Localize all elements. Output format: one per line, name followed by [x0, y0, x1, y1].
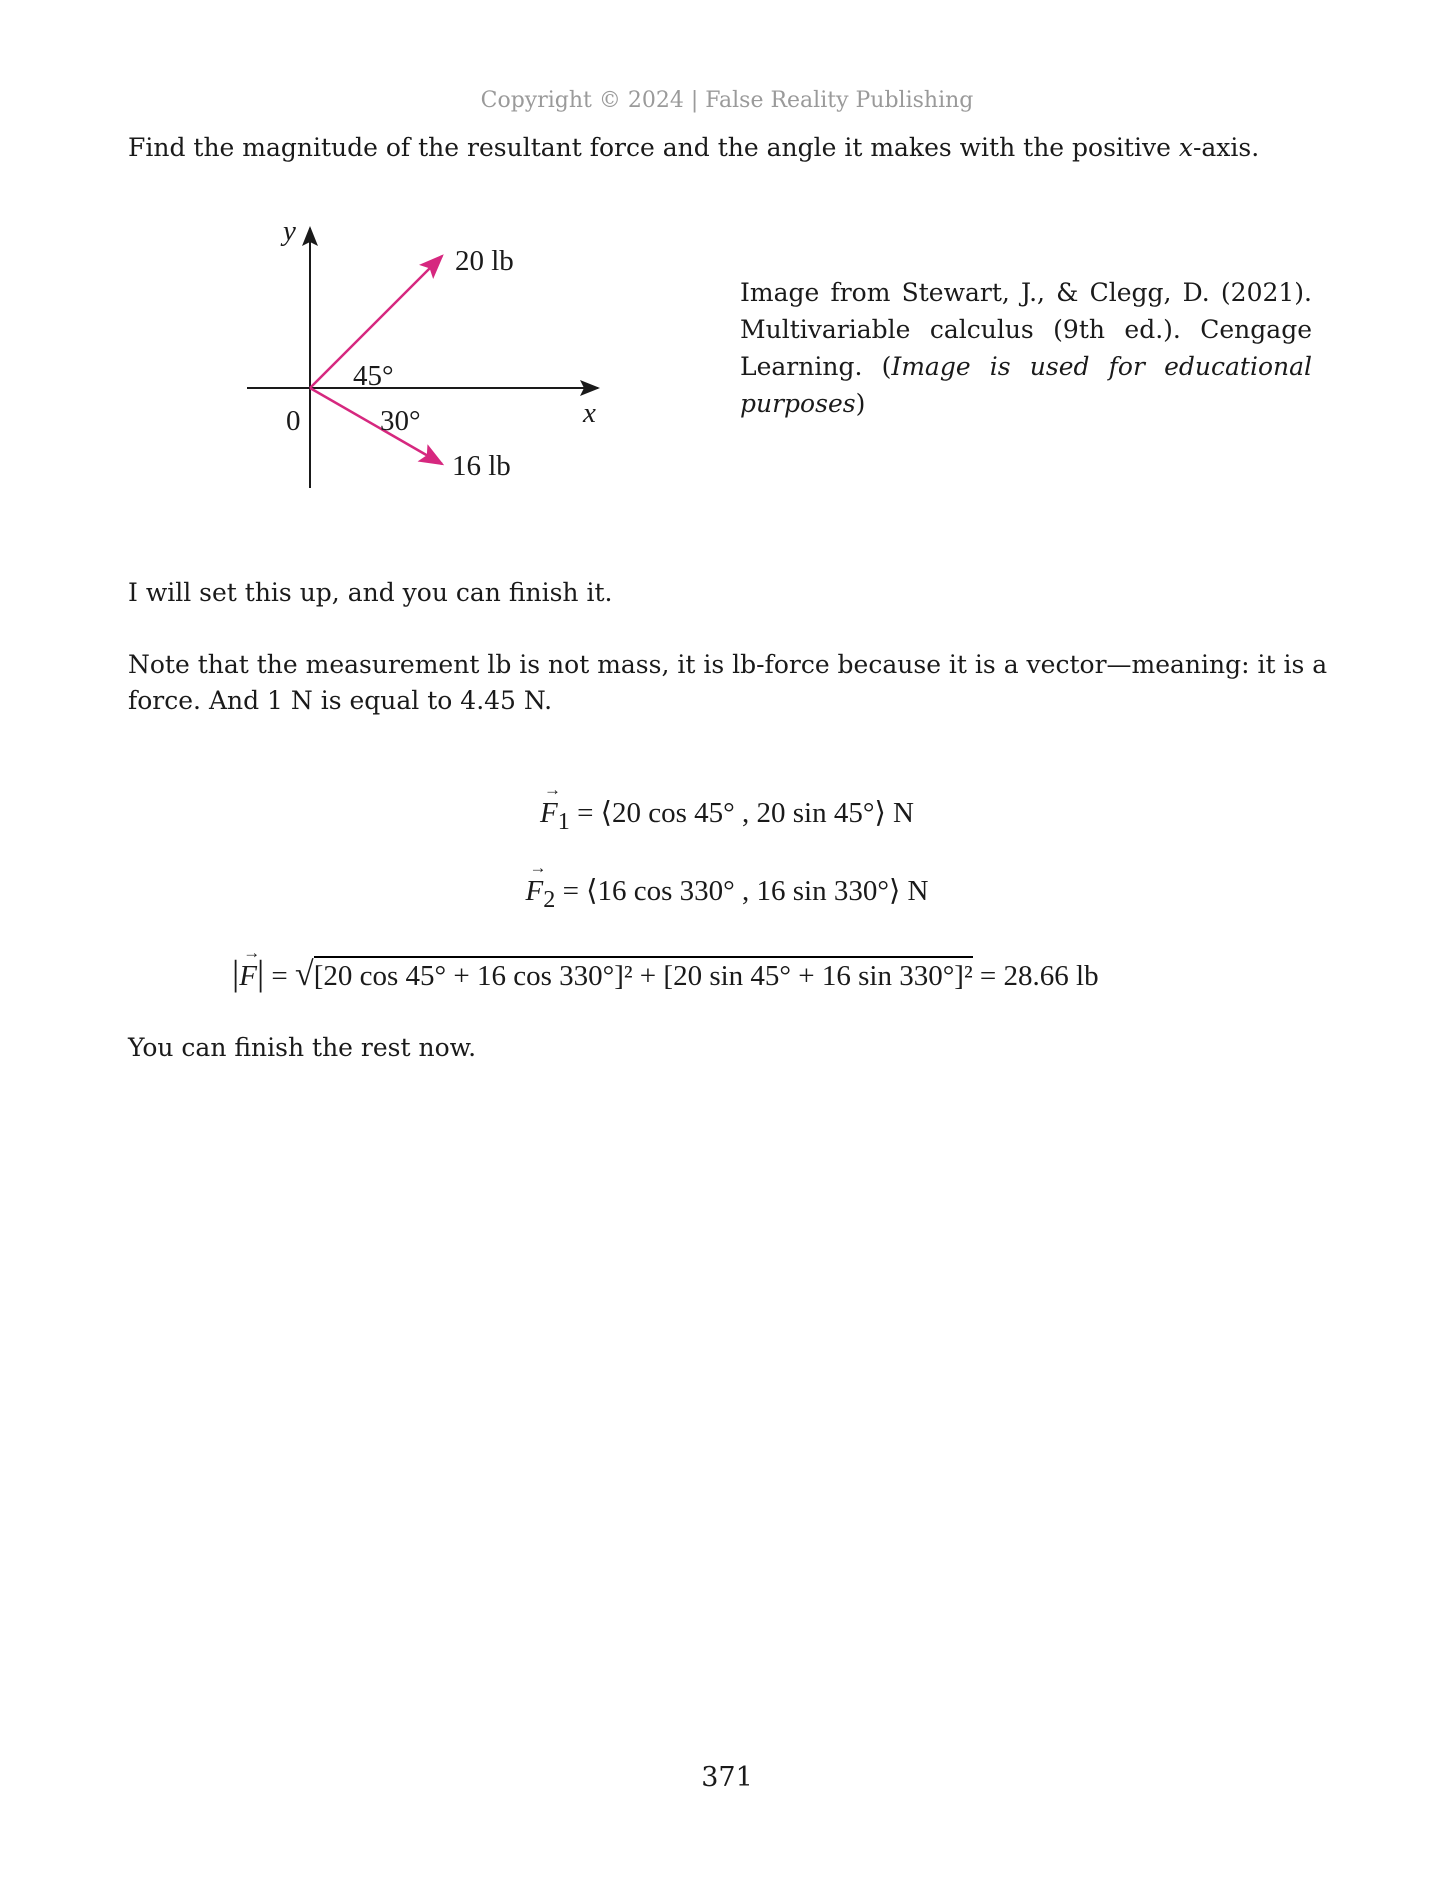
- problem-text: Find the magnitude of the resultant force and the angle it makes with the positive: [128, 133, 1179, 162]
- vector-16lb: [310, 388, 442, 464]
- equation-f1: [0, 795, 1454, 836]
- origin-label: 0: [286, 405, 301, 437]
- vector2-label: 16 lb: [452, 450, 511, 482]
- y-axis-label: y: [283, 215, 296, 247]
- vector2-angle: 30°: [380, 405, 421, 437]
- vector1-angle: 45°: [353, 360, 394, 392]
- page-number: 371: [701, 1762, 753, 1793]
- force-vector-diagram: [230, 210, 630, 500]
- citation-text: Image from Stewart, J., & Clegg, D. (2021). Multivariable calculus (9th ed.). Cengage Learning. (: [740, 278, 1312, 381]
- equation-magnitude: |→ F| = √[20 cos 45° + 16 cos 330°]² + [20 sin 45° + 16 sin 330°]² = 28.66 lb: [232, 952, 1099, 994]
- closing-paragraph: You can finish the rest now.: [128, 1033, 477, 1062]
- problem-text-end: -axis.: [1192, 133, 1260, 162]
- f2-subscript: 2: [543, 885, 556, 913]
- magnitude-result: = 28.66 lb: [972, 960, 1099, 992]
- f2-rhs: = ⟨16 cos 330° , 16 sin 330°⟩ N: [555, 875, 929, 907]
- magnitude-equals: =: [264, 960, 296, 992]
- equation-f2: [0, 873, 1454, 914]
- note-paragraph: Note that the measurement lb is not mass, it is lb-force because it is a vector—meaning: it is a force. And 1 N is equal to 4.45 N.: [128, 650, 1328, 715]
- setup-paragraph: I will set this up, and you can finish it.: [128, 578, 613, 607]
- problem-statement: [128, 130, 1328, 166]
- f2-symbol: → F: [526, 875, 544, 908]
- x-variable: x: [1178, 133, 1193, 162]
- f1-subscript: 1: [557, 807, 570, 835]
- f1-rhs: = ⟨20 cos 45° , 20 sin 45°⟩ N: [569, 797, 914, 829]
- citation-close: ): [855, 389, 866, 418]
- vector1-label: 20 lb: [455, 245, 514, 277]
- radicand: [20 cos 45° + 16 cos 330°]² + [20 sin 45° + 16 sin 330°]²: [314, 956, 973, 992]
- citation-note: Image is used for educational purposes: [740, 352, 1312, 418]
- x-axis-label: x: [583, 397, 596, 429]
- image-citation: [740, 274, 1312, 422]
- copyright-header: Copyright © 2024 | False Reality Publishing: [480, 88, 974, 113]
- magnitude-symbol: → F: [239, 960, 257, 993]
- f1-symbol: → F: [540, 797, 558, 830]
